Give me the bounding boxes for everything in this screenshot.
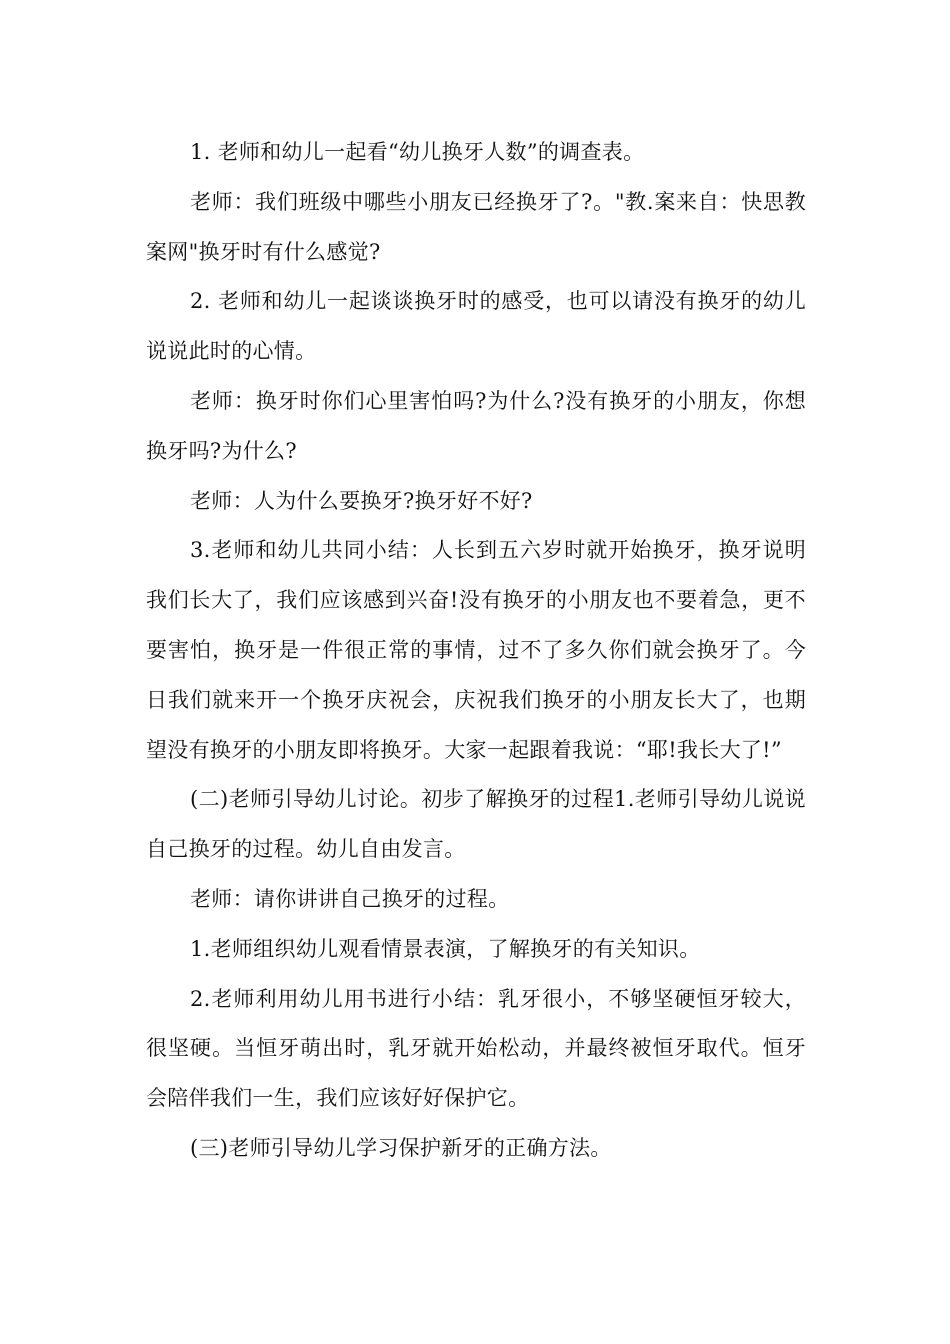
paragraph-section-two: (二)老师引导幼儿讨论。初步了解换牙的过程1.老师引导幼儿说说自己换牙的过程。幼儿自由发言。 <box>146 787 806 862</box>
document-body <box>146 128 806 1174</box>
paragraph-teacher-question-2: 老师：换牙时你们心里害怕吗?为什么?没有换牙的小朋友，你想换牙吗?为什么? <box>146 388 806 463</box>
paragraph-section-three: (三)老师引导幼儿学习保护新牙的正确方法。 <box>190 1135 612 1160</box>
paragraph-book-summary: 2.老师利用幼儿用书进行小结：乳牙很小，不够坚硬恒牙较大，很坚硬。当恒牙萌出时，乳牙就开始松动，并最终被恒牙取代。恒牙会陪伴我们一生，我们应该好好保护它。 <box>146 986 806 1111</box>
paragraph-teacher-question-1: 老师：我们班级中哪些小朋友已经换牙了?。"教.案来自：快思教案网"换牙时有什么感觉? <box>146 189 806 264</box>
paragraph-summary: 3.老师和幼儿共同小结：人长到五六岁时就开始换牙，换牙说明我们长大了，我们应该感到兴奋!没有换牙的小朋友也不要着急，更不要害怕，换牙是一件很正常的事情，过不了多久你们就会换牙了。今日我们就来开一个换牙庆祝会，庆祝我们换牙的小朋友长大了，也期望没有换牙的小朋友即将换牙。大家一起跟着我说：“耶!我长大了!” <box>146 538 806 762</box>
paragraph-teacher-question-3: 老师：人为什么要换牙?换牙好不好? <box>190 488 533 513</box>
paragraph-survey: 1. 老师和幼儿一起看“幼儿换牙人数”的调查表。 <box>190 140 645 164</box>
paragraph-teacher-prompt: 老师：请你讲讲自己换牙的过程。 <box>190 886 510 911</box>
paragraph-performance: 1.老师组织幼儿观看情景表演，了解换牙的有关知识。 <box>190 936 701 961</box>
paragraph-feelings: 2. 老师和幼儿一起谈谈换牙时的感受，也可以请没有换牙的幼儿说说此时的心情。 <box>146 289 806 364</box>
